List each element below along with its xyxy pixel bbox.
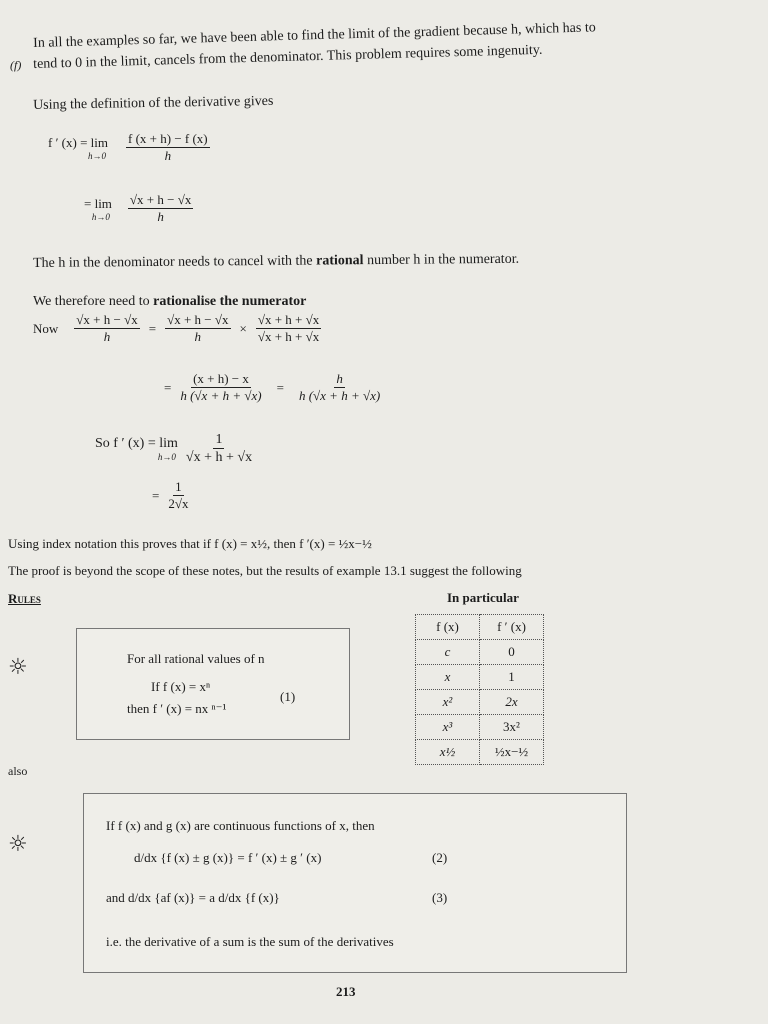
eq2-denominator: h	[157, 209, 164, 225]
table-row	[416, 690, 544, 715]
eq1-denominator: h	[164, 148, 172, 164]
step2-frac1-den: h (√x + h + √x)	[180, 388, 262, 404]
equation-derivative-definition	[48, 132, 213, 164]
table-row	[416, 640, 544, 665]
equation-step-2: = $\frac{(x + h) - x}{h (√x + h + √x)}$ = $\frac{h}{h (√x + h + √x)}$	[164, 371, 381, 404]
now-frac3-den: √x + h + √x	[257, 329, 320, 345]
table-row	[416, 715, 544, 740]
equation-sqrt-limit	[84, 193, 196, 225]
table-cell: 1	[480, 665, 544, 690]
table-cell: 2x	[480, 690, 544, 715]
equation-final: = $\frac{1}{2√x}$	[152, 479, 189, 512]
eq1-lhs: f ′ (x) = lim	[48, 134, 108, 150]
rationalise-note	[33, 294, 306, 310]
final-numerator: 1	[173, 480, 184, 496]
in-particular-label: In particular	[447, 590, 519, 605]
table-header-row	[416, 615, 544, 640]
rule-2-3-box	[83, 793, 627, 973]
so-numerator: 1	[213, 432, 224, 449]
now-label: Now	[33, 320, 59, 336]
eq2-numerator: √x + h − √x	[128, 193, 193, 209]
rule2-intro: If f (x) and g (x) are continuous functions of x, then	[106, 818, 375, 833]
so-lim-sub: h→0	[157, 451, 176, 462]
so-lhs: So f ′ (x) = lim	[95, 435, 178, 451]
rationalise-note-bold: rationalise the numerator	[153, 294, 307, 309]
page-number: 213	[336, 984, 356, 999]
table-row	[416, 740, 544, 765]
part-label: (f)	[10, 58, 22, 72]
using-definition-text: Using the definition of the derivative gives	[33, 93, 274, 113]
rule2-equation: d/dx {f (x) ± g (x)} = f ′ (x) ± g ′ (x)	[134, 850, 322, 865]
now-frac2-num: √x + h − √x	[165, 313, 230, 329]
rule-summary: i.e. the derivative of a sum is the sum of the derivatives	[106, 934, 394, 949]
table-cell: x	[416, 665, 480, 690]
table-row	[416, 665, 544, 690]
derivative-table	[415, 614, 544, 765]
lightbulb-icon: ☼	[8, 655, 28, 680]
step2-frac2-num: h	[334, 372, 345, 388]
table-header-fpx: f ′ (x)	[480, 615, 544, 640]
rule3-number: (3)	[432, 890, 448, 905]
index-notation-note: Using index notation this proves that if f (x) = x½, then f ′(x) = ½x−½	[8, 536, 372, 551]
eq2-lim-sub: h→0	[91, 211, 110, 222]
table-cell: x½	[416, 740, 480, 765]
table-cell: ½x−½	[480, 740, 544, 765]
equation-now: Now $\frac{√x + h - √x}{h}$ = $\frac{√x + h - √x}{h}$ × $\frac{√x + h + √x}{√x + h + √x}$	[33, 312, 320, 345]
eq2-lhs: = lim	[84, 195, 112, 211]
step2-frac1-num: (x + h) − x	[191, 372, 251, 388]
so-denominator: √x + h + √x	[185, 450, 253, 466]
proof-note: The proof is beyond the scope of these notes, but the results of example 13.1 suggest the following	[8, 563, 522, 578]
also-label: also	[8, 764, 28, 778]
table-cell: x³	[416, 715, 480, 740]
lightbulb-icon: ☼	[8, 832, 28, 857]
now-frac3-num: √x + h + √x	[256, 313, 321, 329]
cancel-note-pre: The h in the denominator needs to cancel with the	[33, 253, 313, 271]
rule3-equation: and d/dx {af (x)} = a d/dx {f (x)}	[106, 890, 280, 905]
table-cell: 0	[480, 640, 544, 665]
final-denominator: 2√x	[168, 496, 189, 512]
table-cell: c	[416, 640, 480, 665]
now-frac1-den: h	[103, 329, 111, 345]
table-cell: 3x²	[480, 715, 544, 740]
now-frac1-num: √x + h − √x	[74, 313, 139, 329]
now-frac2-den: h	[194, 329, 202, 345]
rationalise-note-pre: We therefore need to	[33, 294, 150, 309]
rule1-line-1: For all rational values of n	[127, 651, 265, 666]
table-header-fx: f (x)	[416, 615, 480, 640]
rule1-line-2: If f (x) = xⁿ	[151, 679, 211, 694]
eq1-lim-sub: h→0	[88, 150, 106, 161]
cancel-note-post: number h in the numerator.	[366, 251, 520, 269]
rule1-number: (1)	[280, 689, 296, 704]
equation-so	[95, 432, 257, 466]
cancel-note-bold: rational	[316, 253, 364, 269]
intro-line-1: In all the examples so far, we have been able to find the limit of the gradient because h, which has to	[33, 20, 596, 51]
step2-frac2-den: h (√x + h + √x)	[298, 388, 381, 404]
rule-1-box	[76, 628, 350, 740]
rule1-line-3: then f ′ (x) = nx ⁿ⁻¹	[127, 701, 227, 716]
eq1-numerator: f (x + h) − f (x)	[126, 132, 210, 148]
intro-line-2: tend to 0 in the limit, cancels from the denominator. This problem requires some ingenuity.	[33, 42, 543, 72]
table-cell: x²	[416, 690, 480, 715]
cancel-note	[33, 252, 519, 272]
rules-heading: Rules	[8, 591, 41, 606]
rule2-number: (2)	[432, 850, 448, 865]
